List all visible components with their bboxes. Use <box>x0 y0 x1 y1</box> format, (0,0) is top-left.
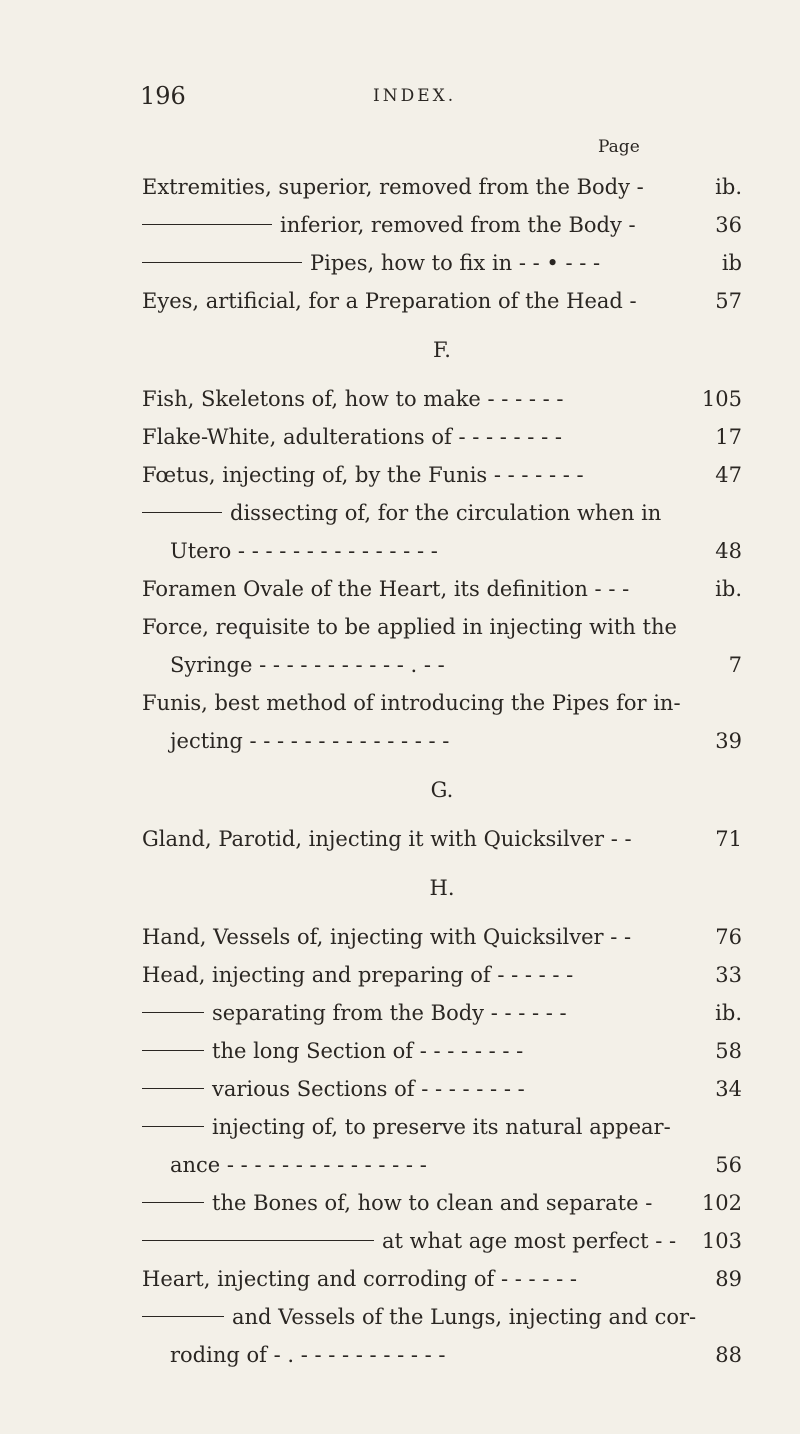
section-letter: H. <box>429 876 455 900</box>
ditto-rule <box>142 262 302 264</box>
index-entry <box>142 282 742 320</box>
page-number: 196 <box>140 82 186 110</box>
entry-text <box>142 684 681 722</box>
entry-page-ref: ib. <box>715 577 742 601</box>
entry-text <box>142 646 445 684</box>
index-entry-continuation <box>142 532 742 570</box>
entry-page-ref: 39 <box>715 729 742 753</box>
ditto-rule <box>142 1050 204 1052</box>
index-entry <box>142 168 742 206</box>
entry-page-ref: ib <box>721 251 742 275</box>
entry-label: various Sections of - - - - - - - - <box>212 1077 525 1101</box>
index-entry-continuation <box>142 722 742 760</box>
entry-text <box>142 1260 577 1298</box>
entry-page-ref: ib. <box>715 1001 742 1025</box>
page-header <box>140 82 740 122</box>
index-entry <box>142 494 742 532</box>
entry-label: Heart, injecting and corroding of - - - - - - <box>142 1267 577 1291</box>
entry-label: ance - - - - - - - - - - - - - - - <box>170 1153 427 1177</box>
entry-text <box>142 994 567 1032</box>
index-entry <box>142 380 742 418</box>
ditto-rule <box>142 224 272 226</box>
index-entry-continuation <box>142 1146 742 1184</box>
running-head: INDEX. <box>373 86 457 106</box>
entry-label: Hand, Vessels of, injecting with Quicksilver - - <box>142 925 632 949</box>
entry-label: Foramen Ovale of the Heart, its definition - - - <box>142 577 630 601</box>
entry-label: and Vessels of the Lungs, injecting and cor- <box>232 1305 697 1329</box>
entry-label: Syringe - - - - - - - - - - - . - - <box>170 653 445 677</box>
index-entry <box>142 994 742 1032</box>
index-entry <box>142 1070 742 1108</box>
entry-label: injecting of, to preserve its natural appear- <box>212 1115 671 1139</box>
entry-text <box>142 244 600 282</box>
entry-page-ref: 105 <box>701 387 742 411</box>
entry-text <box>142 1108 671 1146</box>
index-entry <box>142 684 742 722</box>
entry-label: Force, requisite to be applied in injecting with the <box>142 615 677 639</box>
entry-text <box>142 282 637 320</box>
ditto-rule <box>142 1240 374 1242</box>
entry-text <box>142 456 584 494</box>
index-entry <box>142 1032 742 1070</box>
index-entry <box>142 244 742 282</box>
entry-label: Fœtus, injecting of, by the Funis - - - - - - - <box>142 463 584 487</box>
entry-text <box>142 820 632 858</box>
entry-label: inferior, removed from the Body - <box>280 213 636 237</box>
entry-page-ref: 34 <box>715 1077 742 1101</box>
index-entry <box>142 918 742 956</box>
entry-label: Gland, Parotid, injecting it with Quicksilver - - <box>142 827 632 851</box>
entry-text <box>142 418 562 456</box>
entry-label: Funis, best method of introducing the Pipes for in- <box>142 691 681 715</box>
entry-label: the Bones of, how to clean and separate - <box>212 1191 653 1215</box>
entry-label: roding of - . - - - - - - - - - - - <box>170 1343 446 1367</box>
entry-page-ref: 47 <box>715 463 742 487</box>
entry-text <box>142 956 573 994</box>
section-letter: F. <box>433 338 451 362</box>
entry-label: at what age most perfect - - <box>382 1229 677 1253</box>
entry-label: Flake-White, adulterations of - - - - - - - - <box>142 425 562 449</box>
entry-page-ref: 88 <box>715 1343 742 1367</box>
entry-label: the long Section of - - - - - - - - <box>212 1039 524 1063</box>
entry-page-ref: 33 <box>715 963 742 987</box>
index-entry <box>142 820 742 858</box>
entry-text <box>142 918 631 956</box>
entry-text <box>142 1070 525 1108</box>
index-entry <box>142 1184 742 1222</box>
ditto-rule <box>142 1316 224 1318</box>
ditto-rule <box>142 1088 204 1090</box>
index-entry <box>142 206 742 244</box>
index-entry <box>142 418 742 456</box>
index-entries <box>142 168 742 1374</box>
entry-page-ref: 36 <box>715 213 742 237</box>
entry-page-ref: 7 <box>728 653 742 677</box>
entry-text <box>142 722 449 760</box>
entry-page-ref: 76 <box>715 925 742 949</box>
entry-text <box>142 1222 676 1260</box>
index-entry <box>142 1260 742 1298</box>
entry-label: Fish, Skeletons of, how to make - - - - - - <box>142 387 564 411</box>
entry-text <box>142 494 661 532</box>
entry-text <box>142 1298 696 1336</box>
entry-text <box>142 532 438 570</box>
ditto-rule <box>142 512 222 514</box>
entry-page-ref: 56 <box>715 1153 742 1177</box>
index-entry-continuation <box>142 646 742 684</box>
entry-text <box>142 380 564 418</box>
entry-text <box>142 1184 652 1222</box>
ditto-rule <box>142 1202 204 1204</box>
entry-page-ref: 17 <box>715 425 742 449</box>
entry-text <box>142 1336 446 1374</box>
entry-page-ref: 57 <box>715 289 742 313</box>
entry-label: dissecting of, for the circulation when in <box>230 501 662 525</box>
ditto-rule <box>142 1126 204 1128</box>
index-entry <box>142 570 742 608</box>
entry-text <box>142 570 629 608</box>
entry-text <box>142 1146 427 1184</box>
index-entry <box>142 456 742 494</box>
index-entry <box>142 1222 742 1260</box>
entry-page-ref: 58 <box>715 1039 742 1063</box>
index-entry-continuation <box>142 1336 742 1374</box>
index-entry <box>142 956 742 994</box>
entry-label: Extremities, superior, removed from the Body - <box>142 175 644 199</box>
entry-text <box>142 1032 523 1070</box>
index-entry <box>142 1298 742 1336</box>
entry-label: Utero - - - - - - - - - - - - - - - <box>170 539 438 563</box>
entry-label: Pipes, how to fix in - - • - - - <box>310 251 601 275</box>
entry-page-ref: 89 <box>715 1267 742 1291</box>
entry-page-ref: 102 <box>701 1191 742 1215</box>
entry-label: separating from the Body - - - - - - <box>212 1001 567 1025</box>
index-entry <box>142 608 742 646</box>
entry-label: Eyes, artificial, for a Preparation of the Head - <box>142 289 637 313</box>
ditto-rule <box>142 1012 204 1014</box>
entry-text <box>142 608 677 646</box>
index-entry <box>142 1108 742 1146</box>
entry-label: jecting - - - - - - - - - - - - - - - <box>170 729 450 753</box>
entry-page-ref: 71 <box>715 827 742 851</box>
entry-page-ref: 48 <box>715 539 742 563</box>
page-column-label: Page <box>598 137 640 157</box>
section-letter: G. <box>430 778 454 802</box>
entry-page-ref: ib. <box>715 175 742 199</box>
entry-label: Head, injecting and preparing of - - - - - - <box>142 963 574 987</box>
entry-text <box>142 206 636 244</box>
entry-text <box>142 168 644 206</box>
entry-page-ref: 103 <box>701 1229 742 1253</box>
